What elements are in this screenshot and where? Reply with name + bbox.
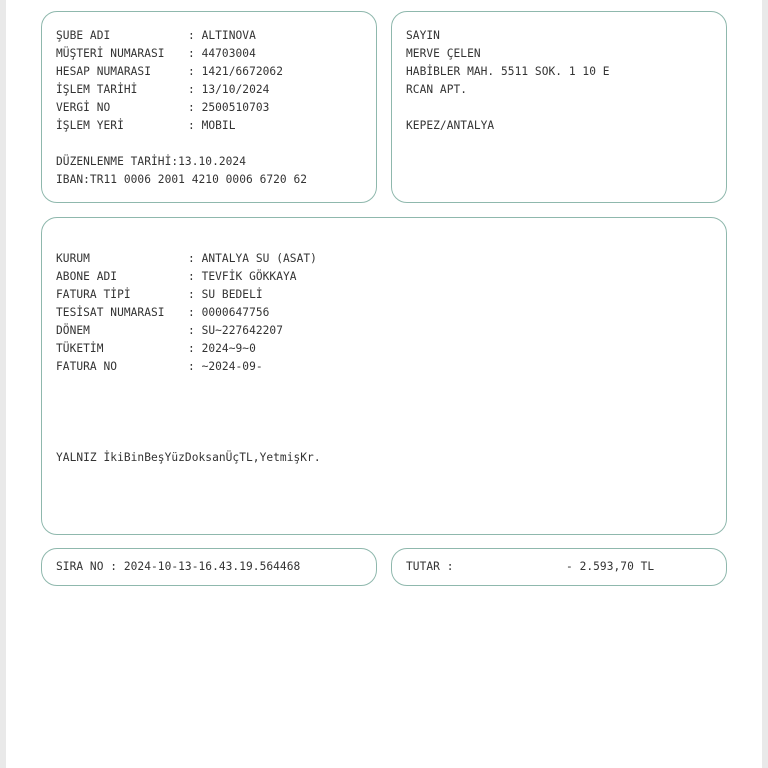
amount-label: TUTAR : [406, 560, 454, 573]
branch-row [56, 27, 256, 45]
row-value: : ANTALYA SU (ASAT) [188, 252, 317, 265]
row-label: İŞLEM TARİHİ [56, 83, 138, 96]
sequence-box [41, 548, 377, 586]
row-value: : 1421/6672062 [188, 65, 283, 78]
amount-value: - 2.593,70 TL [566, 560, 655, 573]
row-value: : 44703004 [188, 47, 256, 60]
row-value: : 2024~9~0 [188, 342, 256, 355]
branch-row [56, 81, 269, 99]
recipient-box [391, 11, 727, 203]
branch-row [56, 117, 236, 135]
bill-row [56, 268, 297, 286]
row-label: ABONE ADI [56, 270, 118, 283]
row-label: FATURA NO [56, 360, 118, 373]
iban: IBAN:TR11 0006 2001 4210 0006 6720 62 [56, 173, 308, 186]
row-value: : 0000647756 [188, 306, 270, 319]
row-label: DÖNEM [56, 324, 90, 337]
address-line-2: RCAN APT. [406, 83, 468, 96]
bill-row [56, 250, 317, 268]
branch-row [56, 99, 269, 117]
sequence-number: SIRA NO : 2024-10-13-16.43.19.564468 [56, 560, 301, 573]
amount-box [391, 548, 727, 586]
branch-row [56, 45, 256, 63]
row-value: : TEVFİK GÖKKAYA [188, 270, 297, 283]
amount-in-words: YALNIZ İkiBinBeşYüzDoksanÜçTL,YetmişKr. [56, 451, 321, 464]
row-value: : 13/10/2024 [188, 83, 270, 96]
row-value: : SU BEDELİ [188, 288, 263, 301]
row-value: : ~2024-09- [188, 360, 263, 373]
row-label: MÜŞTERİ NUMARASI [56, 47, 165, 60]
row-label: KURUM [56, 252, 90, 265]
row-label: İŞLEM YERİ [56, 119, 124, 132]
row-label: FATURA TİPİ [56, 288, 131, 301]
bill-row [56, 340, 256, 358]
bill-details-box [41, 217, 727, 535]
row-label: TESİSAT NUMARASI [56, 306, 165, 319]
row-label: ŞUBE ADI [56, 29, 111, 42]
bill-row [56, 358, 263, 376]
row-value: : ALTINOVA [188, 29, 256, 42]
row-label: VERGİ NO [56, 101, 111, 114]
issue-date: DÜZENLENME TARİHİ:13.10.2024 [56, 155, 246, 168]
address-line-1: HABİBLER MAH. 5511 SOK. 1 10 E [406, 65, 610, 78]
bill-row [56, 286, 263, 304]
salutation: SAYIN [406, 29, 440, 42]
recipient-name: MERVE ÇELEN [406, 47, 481, 60]
row-value: : MOBIL [188, 119, 236, 132]
bill-row [56, 322, 283, 340]
address-city: KEPEZ/ANTALYA [406, 119, 495, 132]
row-value: : SU~227642207 [188, 324, 283, 337]
row-label: TÜKETİM [56, 342, 104, 355]
receipt-page [6, 0, 762, 768]
branch-info-box [41, 11, 377, 203]
row-value: : 2500510703 [188, 101, 270, 114]
branch-row [56, 63, 283, 81]
row-label: HESAP NUMARASI [56, 65, 151, 78]
bill-row [56, 304, 269, 322]
